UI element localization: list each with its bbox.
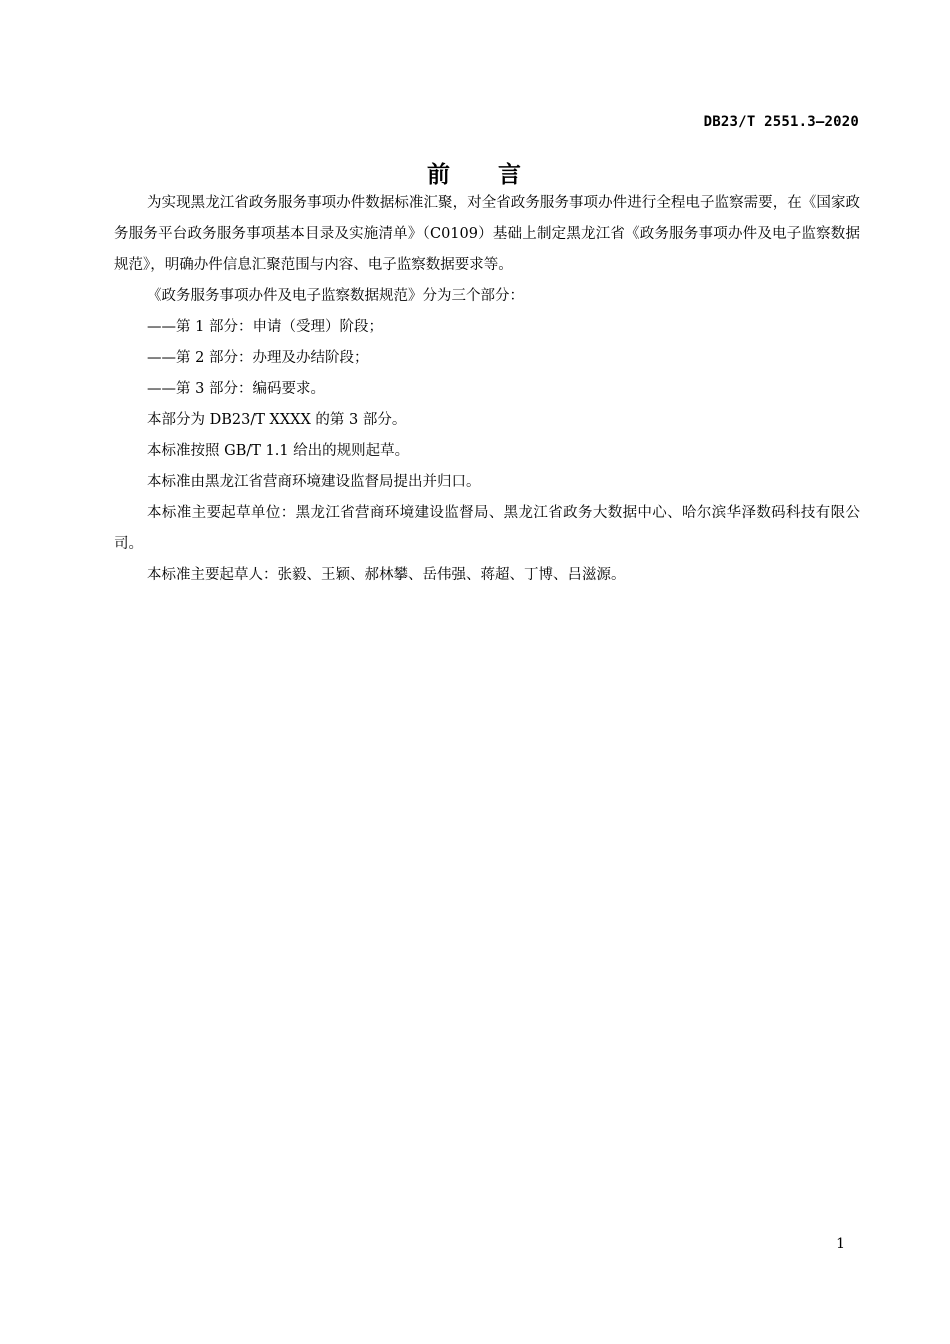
list-item-part-1: ——第 1 部分：申请（受理）阶段；	[147, 319, 383, 335]
paragraph-drafting-units: 本标准主要起草单位：黑龙江省营商环境建设监督局、黑龙江省政务大数据中心、哈尔滨华泽数码科技有限公司。	[114, 505, 860, 552]
list-item-part-2: ——第 2 部分：办理及办结阶段；	[147, 350, 369, 366]
paragraph-part-scope: 本部分为 DB23/T XXXX 的第 3 部分。	[147, 412, 407, 428]
standard-code: DB23/T 2551.3—2020	[703, 114, 859, 130]
paragraph-parts-intro: 《政务服务事项办件及电子监察数据规范》分为三个部分：	[147, 288, 524, 304]
paragraph-drafters: 本标准主要起草人：张毅、王颖、郝林攀、岳伟强、蒋超、丁博、吕滋源。	[147, 567, 626, 583]
foreword-body	[114, 188, 860, 591]
paragraph-purpose: 为实现黑龙江省政务服务事项办件数据标准汇聚，对全省政务服务事项办件进行全程电子监察需要，在《国家政务服务平台政务服务事项基本目录及实施清单》（C0109）基础上制定黑龙江省《政务服务事项办件及电子监察数据规范》，明确办件信息汇聚范围与内容、电子监察数据要求等。	[114, 195, 860, 273]
section-title	[0, 156, 950, 189]
title-char-2: 言	[498, 162, 523, 188]
list-item-part-3: ——第 3 部分：编码要求。	[147, 381, 325, 397]
paragraph-proposer: 本标准由黑龙江省营商环境建设监督局提出并归口。	[147, 474, 481, 490]
paragraph-drafting-rules: 本标准按照 GB/T 1.1 给出的规则起草。	[147, 443, 410, 459]
title-char-1: 前	[427, 162, 452, 188]
page-number: 1	[836, 1236, 845, 1252]
